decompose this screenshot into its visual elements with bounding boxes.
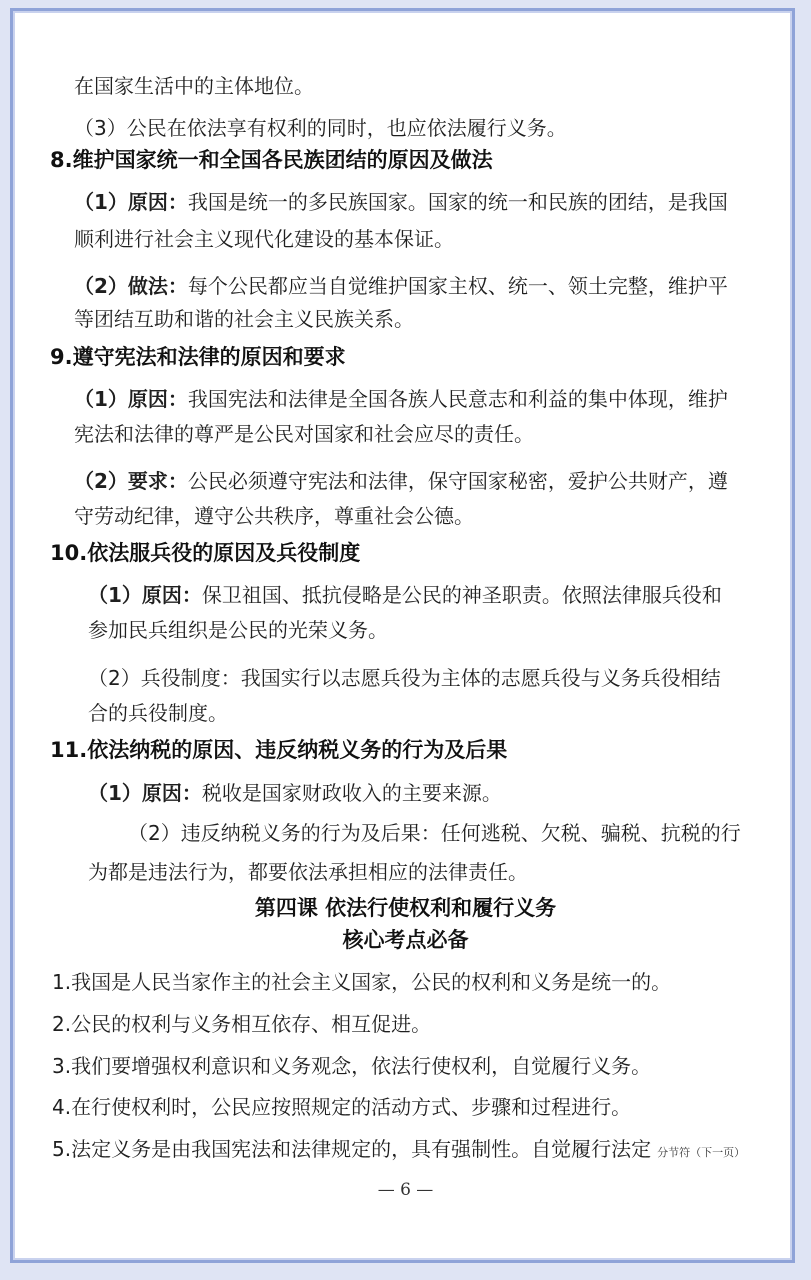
point-4: 4.在行使权利时，公民应按照规定的活动方式、步骤和过程进行。 xyxy=(52,1095,632,1119)
label: （1）原因： xyxy=(74,387,188,411)
label: （1）原因： xyxy=(74,190,188,214)
paragraph-8-2 xyxy=(74,272,728,300)
text: 每个公民都应当自觉维护国家主权、统一、领土完整，维护平 xyxy=(187,274,728,298)
text-line: 参加民兵组织是公民的光荣义务。 xyxy=(88,618,388,642)
text: 税收是国家财政收入的主要来源。 xyxy=(201,781,502,805)
text-line: 守劳动纪律，遵守公共秩序，尊重社会公德。 xyxy=(74,504,474,528)
text-line: 顺利进行社会主义现代化建设的基本保证。 xyxy=(74,227,454,251)
point-5 xyxy=(52,1135,745,1167)
point-2: 2.公民的权利与义务相互依存、相互促进。 xyxy=(52,1012,432,1036)
page-break-marker: 分节符（下一页） xyxy=(657,1146,746,1159)
section-heading-8: 8.维护国家统一和全国各民族团结的原因及做法 xyxy=(50,148,493,172)
paragraph-11-2: （2）违反纳税义务的行为及后果：任何逃税、欠税、骗税、抗税的行 xyxy=(128,821,741,845)
label: （1）原因： xyxy=(88,583,202,607)
lesson-title: 第四课 依法行使权利和履行义务 xyxy=(254,896,557,920)
page-number: — 6 — xyxy=(377,1180,434,1200)
text-line: 等团结互助和谐的社会主义民族关系。 xyxy=(74,307,414,331)
text: 5.法定义务是由我国宪法和法律规定的，具有强制性。自觉履行法定 xyxy=(52,1137,652,1161)
text-line: 宪法和法律的尊严是公民对国家和社会应尽的责任。 xyxy=(74,422,534,446)
text-line: 为都是违法行为，都要依法承担相应的法律责任。 xyxy=(88,860,528,884)
paragraph-8-1 xyxy=(74,188,728,216)
label: （2）做法： xyxy=(74,274,188,298)
paragraph-9-1 xyxy=(74,385,728,413)
paragraph-11-1 xyxy=(88,779,502,807)
point-3: 3.我们要增强权利意识和义务观念，依法行使权利，自觉履行义务。 xyxy=(52,1054,652,1078)
label: （1）原因： xyxy=(88,781,202,805)
text-line: （3）公民在依法享有权利的同时，也应依法履行义务。 xyxy=(74,116,567,140)
section-heading-9: 9.遵守宪法和法律的原因和要求 xyxy=(50,345,346,369)
text: 公民必须遵守宪法和法律，保守国家秘密，爱护公共财产，遵 xyxy=(187,469,728,493)
label: （2）要求： xyxy=(74,469,188,493)
section-heading-10: 10.依法服兵役的原因及兵役制度 xyxy=(50,541,361,565)
section-heading-11: 11.依法纳税的原因、违反纳税义务的行为及后果 xyxy=(50,738,508,762)
paragraph-9-2 xyxy=(74,467,728,495)
paragraph-10-2: （2）兵役制度：我国实行以志愿兵役为主体的志愿兵役与义务兵役相结 xyxy=(88,666,721,690)
point-1: 1.我国是人民当家作主的社会主义国家，公民的权利和义务是统一的。 xyxy=(52,970,672,994)
text: 保卫祖国、抵抗侵略是公民的神圣职责。依照法律服兵役和 xyxy=(201,583,722,607)
text: 我国宪法和法律是全国各族人民意志和利益的集中体现，维护 xyxy=(187,387,728,411)
text-line: 在国家生活中的主体地位。 xyxy=(74,74,314,98)
text: 我国是统一的多民族国家。国家的统一和民族的团结，是我国 xyxy=(187,190,728,214)
text-line: 合的兵役制度。 xyxy=(88,701,228,725)
lesson-subtitle: 核心考点必备 xyxy=(342,928,469,952)
paragraph-10-1 xyxy=(88,581,722,609)
